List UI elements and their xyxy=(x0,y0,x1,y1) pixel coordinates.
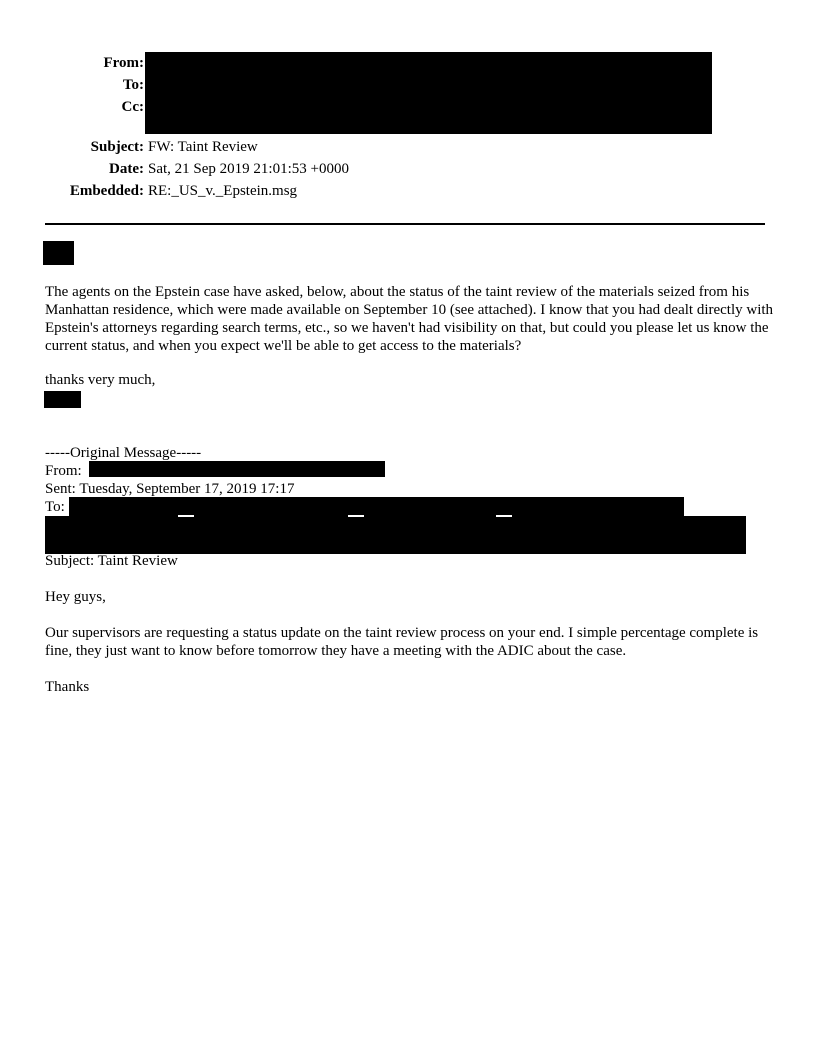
header-divider xyxy=(45,223,765,225)
header-recipients-redaction xyxy=(145,52,712,134)
original-greeting: Hey guys, xyxy=(45,589,106,605)
body-paragraph: The agents on the Epstein case have asked, below, about the status of the taint review of the materials seized from his Manhattan residence, which were made available on September 10 (see attached). I know that you had dealt directly with Epstein's attorneys regarding search terms, etc., so we haven't had visibility on that, but could you please let us know the current status, and when you expect we'll be able to get access to the materials? xyxy=(45,284,774,354)
subject-label: Subject: xyxy=(90,139,144,155)
original-message-separator: -----Original Message----- xyxy=(45,445,202,461)
to-label: To: xyxy=(122,77,144,93)
greeting-name-redaction xyxy=(43,241,74,265)
date-label: Date: xyxy=(109,161,144,177)
signoff: thanks very much, xyxy=(45,372,156,388)
embedded-label: Embedded: xyxy=(69,183,144,199)
subject-value: FW: Taint Review xyxy=(148,139,258,155)
cc-label: Cc: xyxy=(121,99,144,115)
original-closing: Thanks xyxy=(45,679,90,695)
date-value: Sat, 21 Sep 2019 21:01:53 +0000 xyxy=(148,161,349,177)
redaction-gap-mark xyxy=(348,515,364,517)
redaction-gap-mark xyxy=(178,515,194,517)
original-from-redaction xyxy=(89,461,385,477)
original-subject-line: Subject: Taint Review xyxy=(45,553,178,569)
original-body-paragraph: Our supervisors are requesting a status update on the taint review process on your end. I simple percentage complete is fine, they just want to know before tomorrow they have a meeting with the ADIC about the case. xyxy=(45,625,759,659)
original-sent-line: Sent: Tuesday, September 17, 2019 17:17 xyxy=(45,481,295,497)
original-to-redaction-line1 xyxy=(69,497,684,517)
original-to-label: To: xyxy=(45,499,65,515)
redaction-gap-mark xyxy=(496,515,512,517)
original-to-redaction-line2 xyxy=(45,516,746,554)
embedded-attachment-name: RE:_US_v._Epstein.msg xyxy=(148,183,298,199)
from-label: From: xyxy=(103,55,144,71)
signature-redaction xyxy=(44,391,81,408)
original-from-label: From: xyxy=(45,463,82,479)
